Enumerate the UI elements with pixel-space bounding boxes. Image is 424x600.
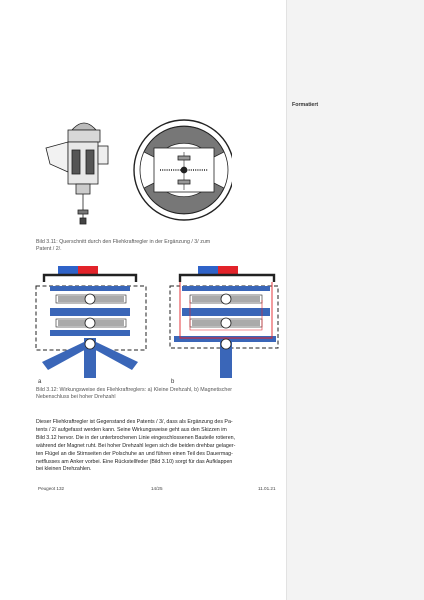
caption-line: Nebenschluss bei hoher Drehzahl: [36, 394, 116, 400]
footer-page-number: 14/25: [151, 486, 163, 491]
body-line: Bild 3.12 hervor. Die in der unterbrochenen Linie eingeschlossenen Bauteile rotieren,: [36, 434, 236, 441]
figure-3-11-caption: [36, 239, 276, 253]
body-line: tents / 2/ aufgefasst werden kann. Seine Wirkungsweise geht aus den Skizzen im: [36, 426, 227, 433]
comment-pane: [286, 0, 424, 600]
footer-left: Peugeot 132: [38, 486, 65, 491]
body-paragraph: [36, 419, 281, 474]
panel-a: [36, 266, 146, 378]
caption-line: Patent / 2/.: [36, 246, 62, 252]
body-line: netflusses am Anker vorbei. Eine Rückstellfeder (Bild 3.10) sorgt für das Aufklappen: [36, 458, 233, 465]
caption-line: Bild 3.11: Querschnitt durch den Fliehkraftregler in der Ergänzung / 3/ zum: [36, 239, 211, 245]
figure-3-11: [32, 112, 232, 232]
figure-3-12-caption: [36, 387, 276, 401]
panel-a-label: a: [38, 379, 42, 385]
footer-date: 11.01.21: [258, 486, 276, 491]
body-line: ten Flügel an die Stirnseiten der Polschuhe an und führen einen Teil des Dauermag-: [36, 450, 233, 457]
panel-b: [170, 266, 278, 378]
comment-label: Formatiert: [292, 102, 319, 108]
regulator-cross-section: [134, 120, 232, 220]
figure-3-12: [30, 260, 280, 385]
panel-b-label: b: [171, 379, 175, 385]
body-line: bei kleinen Drehzahlen.: [36, 466, 92, 473]
regulator-side-view: [46, 123, 108, 224]
body-line: während der Magnet ruht. Bei hoher Drehzahl legen sich die beiden drehbar gelager-: [36, 442, 236, 449]
caption-line: Bild 3.12: Wirkungsweise des Fliehkraftreglers: a) Kleine Drehzahl, b) Magnetischer: [36, 387, 233, 393]
body-line: Dieser Fliehkraftregler ist Gegenstand des Patents / 3/, dass als Ergänzung des Pa-: [36, 419, 233, 425]
